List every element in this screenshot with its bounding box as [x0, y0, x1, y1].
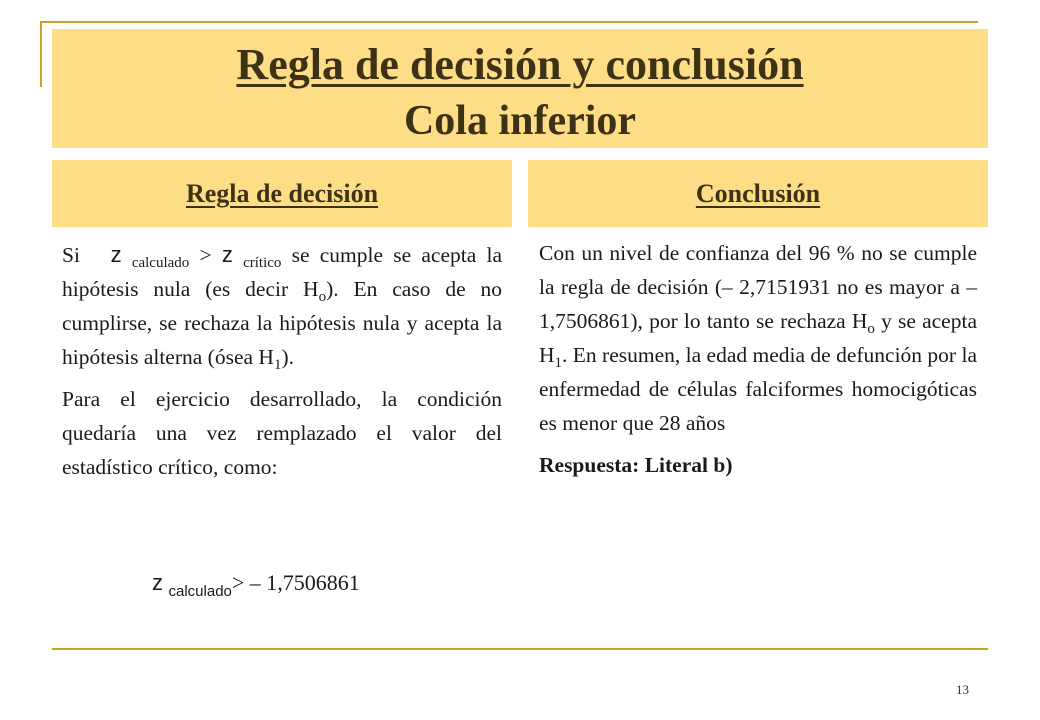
top-rule: [40, 21, 978, 23]
word-si: Si: [62, 243, 80, 267]
subscript-o: o: [318, 289, 327, 305]
decision-rule-text: [62, 238, 502, 492]
greater-than: >: [199, 243, 212, 267]
subscript-o: o: [867, 321, 875, 337]
z-symbol: z: [110, 242, 122, 267]
decision-rule-paragraph: [62, 238, 502, 374]
rule-text-b: ). En caso de no cumplirse, se rechaza la hipótesis nula y acepta la hipótesis alterna (ósea H: [62, 277, 502, 369]
decision-rule-header: Regla de decisión: [52, 160, 512, 227]
conclusion-header: Conclusión: [528, 160, 988, 227]
rule-text-a: se cumple se acepta la hipótesis nula (es decir H: [62, 243, 503, 301]
rule-text-c: ).: [281, 345, 294, 369]
left-rule: [40, 21, 42, 87]
subscript-calculado: calculado: [168, 583, 232, 600]
conclusion-text: [539, 236, 977, 490]
conclusion-text-c: . En resumen, la edad media de defunción por la enfermedad de células falciformes homocigóticas es menor que 28 años: [539, 343, 977, 435]
conclusion-paragraph: [539, 236, 977, 440]
formula-rest: > – 1,7506861: [231, 570, 360, 595]
subscript-calculado: calculado: [131, 255, 190, 271]
critical-condition-formula: [152, 566, 360, 600]
page-number: 13: [956, 682, 969, 697]
title-banner: [52, 29, 988, 148]
conclusion-text-b: y se acepta H: [539, 309, 977, 367]
slide-title: Regla de decisión y conclusión: [236, 40, 804, 89]
exercise-paragraph: Para el ejercicio desarrollado, la condición quedaría una vez remplazado el valor del estadístico crítico, como:: [62, 387, 502, 479]
subscript-critico: crítico: [243, 255, 282, 271]
z-symbol: z: [221, 242, 233, 267]
subscript-1: 1: [554, 355, 563, 371]
slide-subtitle: Cola inferior: [403, 98, 637, 144]
answer-line: Respuesta: Literal b): [539, 453, 733, 477]
conclusion-text-a: Con un nivel de confianza del 96 % no se cumple la regla de decisión (– 2,7151931 no es mayor a – 1,7506861), por lo tanto se rechaza H: [539, 241, 977, 333]
subscript-1: 1: [273, 357, 282, 373]
bottom-rule: [52, 648, 988, 650]
z-symbol: z: [152, 570, 163, 595]
